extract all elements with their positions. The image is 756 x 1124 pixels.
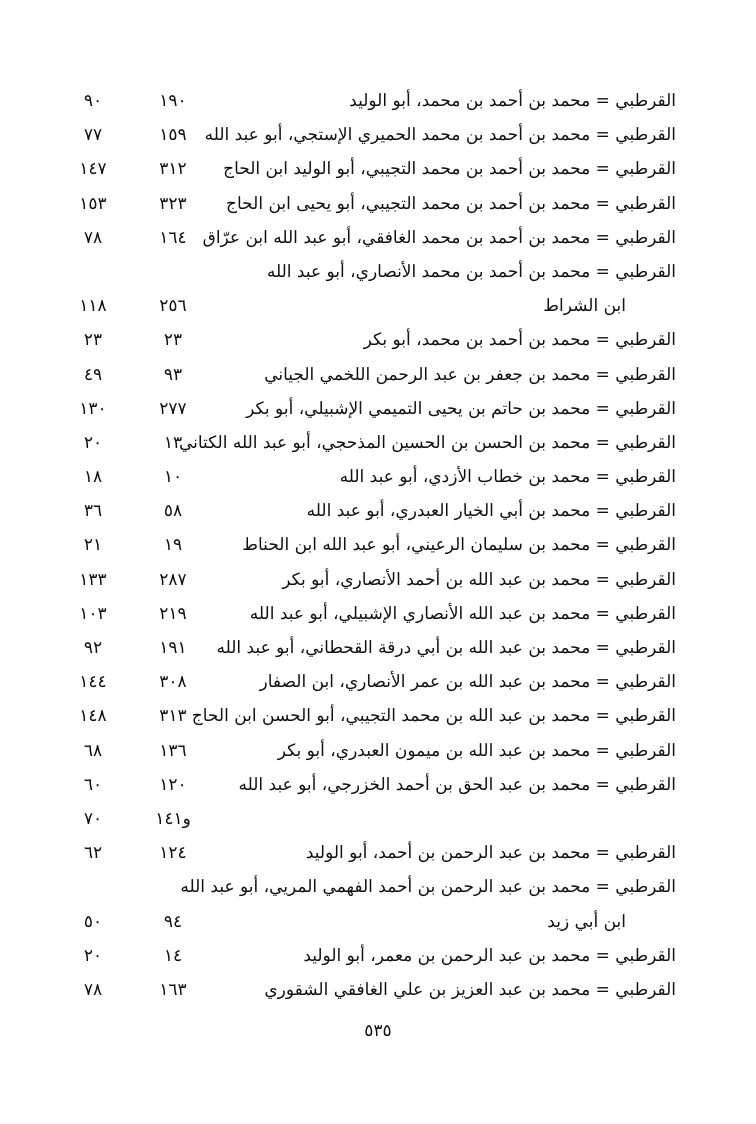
index-entry <box>0 973 756 1007</box>
entry-name: القرطبي = محمد بن عبد الرحمن بن أحمد الفهمي المريي، أبو عبد الله <box>180 877 676 898</box>
entry-name: ابن أبي زيد <box>547 911 626 932</box>
entry-number: ٢٧٧ <box>159 398 187 419</box>
entry-page: ٦٢ <box>83 843 103 864</box>
entry-page: ٢٠ <box>83 945 103 966</box>
entry-name: القرطبي = محمد بن أحمد بن محمد التجيبي، أبو الوليد ابن الحاج <box>223 159 676 180</box>
entry-name: القرطبي = محمد بن عبد العزيز بن علي الغافقي الشقوري <box>264 979 676 1000</box>
index-entry <box>0 460 756 494</box>
entry-page: ١٤٤ <box>79 672 107 693</box>
entry-number: ١٣٦ <box>159 740 187 761</box>
entry-number: ١٦٣ <box>159 979 187 1000</box>
entry-page: ١٨ <box>83 467 103 488</box>
entry-number: ٣١٢ <box>159 159 187 180</box>
index-entry <box>0 84 756 118</box>
entry-page: ١٣٠ <box>79 398 107 419</box>
entry-number: ٩٤ <box>163 911 183 932</box>
entry-page: ٢٣ <box>83 330 103 351</box>
entry-name: القرطبي = محمد بن خطاب الأزدي، أبو عبد الله <box>339 467 676 488</box>
entry-number: ١٩٠ <box>159 91 187 111</box>
entry-number: ٢٨٧ <box>159 569 187 590</box>
entry-number: ١٩ <box>163 535 183 556</box>
entry-name: ابن الشراط <box>543 296 626 317</box>
entry-number: ٢١٩ <box>159 603 187 624</box>
entry-page: ١٠٣ <box>79 603 107 624</box>
entry-name: القرطبي = محمد بن أحمد بن محمد الأنصاري، أبو عبد الله <box>266 261 676 282</box>
entry-number: ١٢٠ <box>159 774 187 795</box>
index-entry <box>0 836 756 870</box>
entry-number: ١٤ <box>163 945 183 966</box>
index-entry <box>0 289 756 323</box>
entry-number: ١٣ <box>163 432 183 453</box>
index-entry <box>0 358 756 392</box>
entry-page: ٣٦ <box>83 501 103 522</box>
index-entry <box>0 152 756 186</box>
entry-number: ١٢٤ <box>159 843 187 864</box>
index-entry <box>0 734 756 768</box>
index-entry <box>0 802 756 836</box>
index-entry <box>0 768 756 802</box>
index-entry <box>0 187 756 221</box>
entry-number: ٢٥٦ <box>159 296 187 317</box>
entry-page: ٦٨ <box>83 740 103 761</box>
entry-page: ٩٢ <box>83 638 103 658</box>
index-entry <box>0 255 756 289</box>
entry-name: القرطبي = محمد بن جعفر بن عبد الرحمن اللخمي الجياني <box>264 364 676 385</box>
entry-name: القرطبي = محمد بن عبد الرحمن بن معمر، أبو الوليد <box>303 945 676 966</box>
entry-page: ١٥٣ <box>79 193 107 214</box>
index-entry <box>0 665 756 699</box>
entry-name: القرطبي = محمد بن عبد الله بن ميمون العبدري، أبو بكر <box>277 740 676 761</box>
entry-number: ٣١٣ <box>159 706 187 727</box>
entry-page: ٢٠ <box>83 432 103 453</box>
entry-name: القرطبي = محمد بن أحمد بن محمد التجيبي، أبو يحيى ابن الحاج <box>226 193 676 214</box>
entry-number: ٣٠٨ <box>159 672 187 693</box>
index-entry <box>0 494 756 528</box>
entry-number: ١٠ <box>163 467 183 488</box>
entry-page: ٧٧ <box>83 125 103 146</box>
entry-number: ٢٣ <box>163 330 183 351</box>
entry-name: القرطبي = محمد بن أحمد بن محمد، أبو الوليد <box>349 91 676 111</box>
entry-name: القرطبي = محمد بن أحمد بن محمد الغافقي، أبو عبد الله ابن عرّاق <box>202 227 676 248</box>
page-number: ٥٣٥ <box>364 1021 392 1041</box>
entry-page: ١١٨ <box>79 296 107 317</box>
entry-page: ٧٨ <box>83 979 103 1000</box>
index-entry <box>0 528 756 562</box>
index-entry <box>0 392 756 426</box>
entry-name: القرطبي = محمد بن سليمان الرعيني، أبو عبد الله ابن الحناط <box>242 535 676 556</box>
entry-page: ٩٠ <box>83 91 103 111</box>
index-entry <box>0 939 756 973</box>
entry-name: القرطبي = محمد بن عبد الرحمن بن أحمد، أبو الوليد <box>305 843 676 864</box>
index-entry <box>0 905 756 939</box>
index-list <box>0 84 756 1007</box>
entry-number: ١٥٩ <box>159 125 187 146</box>
entry-name: القرطبي = محمد بن عبد الحق بن أحمد الخزرجي، أبو عبد الله <box>238 774 676 795</box>
index-entry <box>0 631 756 665</box>
index-entry <box>0 563 756 597</box>
entry-name: القرطبي = محمد بن عبد الله بن أبي درقة القحطاني، أبو عبد الله <box>216 638 676 658</box>
entry-name: القرطبي = محمد بن حاتم بن يحيى التميمي الإشبيلي، أبو بكر <box>246 398 676 419</box>
entry-page: ٤٩ <box>83 364 103 385</box>
entry-number: ٥٨ <box>163 501 183 522</box>
index-entry <box>0 323 756 357</box>
entry-page: ٦٠ <box>83 774 103 795</box>
index-entry <box>0 870 756 904</box>
entry-page: ١٤٧ <box>79 159 107 180</box>
index-entry <box>0 118 756 152</box>
entry-name: القرطبي = محمد بن أبي الخيار العبدري، أبو عبد الله <box>306 501 676 522</box>
entry-page: ٧٠ <box>83 808 103 829</box>
entry-number: ٣٢٣ <box>159 193 187 214</box>
index-entry <box>0 426 756 460</box>
entry-name: القرطبي = محمد بن أحمد بن محمد، أبو بكر <box>363 330 676 351</box>
entry-page: ١٣٣ <box>79 569 107 590</box>
entry-page: ٢١ <box>83 535 103 556</box>
index-entry <box>0 221 756 255</box>
entry-name: القرطبي = محمد بن أحمد بن محمد الحميري الإستجي، أبو عبد الله <box>204 125 676 146</box>
index-entry <box>0 597 756 631</box>
entry-name: القرطبي = محمد بن عبد الله بن عمر الأنصاري، ابن الصفار <box>259 672 676 693</box>
entry-number: ١٩١ <box>159 638 187 658</box>
entry-number: و١٤١ <box>155 808 191 829</box>
entry-name: القرطبي = محمد بن عبد الله الأنصاري الإشبيلي، أبو عبد الله <box>249 603 676 624</box>
entry-page: ٥٠ <box>83 911 103 932</box>
entry-number: ٩٣ <box>163 364 183 385</box>
entry-name: القرطبي = محمد بن عبد الله بن محمد التجيبي، أبو الحسن ابن الحاج <box>191 706 676 727</box>
entry-number: ١٦٤ <box>159 227 187 248</box>
index-entry <box>0 699 756 733</box>
entry-name: القرطبي = محمد بن الحسن بن الحسين المذحجي، أبو عبد الله الكتاني <box>178 432 676 453</box>
entry-name: القرطبي = محمد بن عبد الله بن أحمد الأنصاري، أبو بكر <box>282 569 676 590</box>
entry-page: ١٤٨ <box>79 706 107 727</box>
entry-page: ٧٨ <box>83 227 103 248</box>
